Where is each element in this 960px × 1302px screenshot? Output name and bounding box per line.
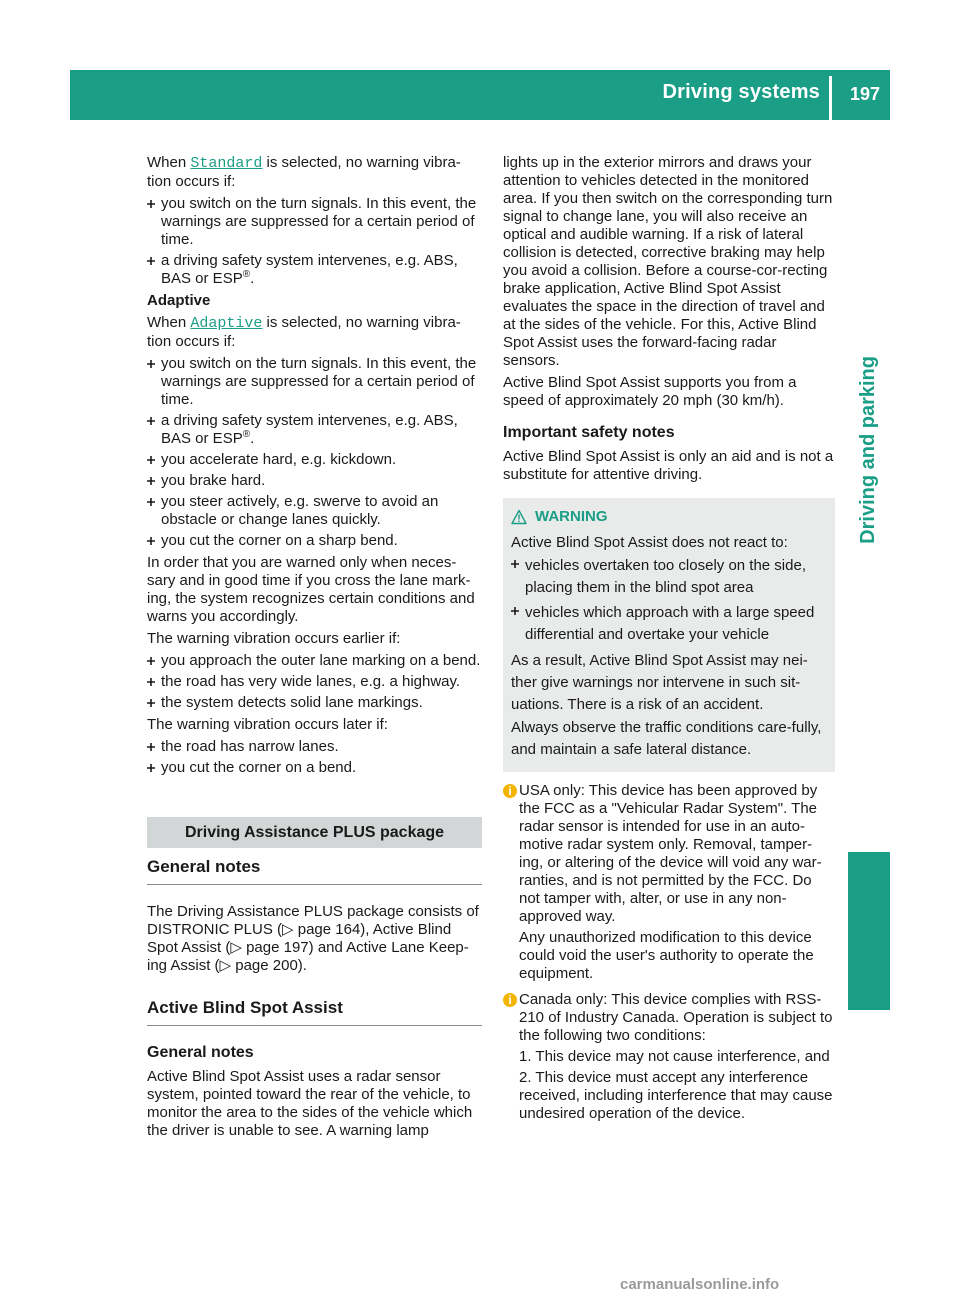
adaptive-intro: When Adaptive is selected, no warning vibra-tion occurs if: [147, 314, 461, 350]
header-bar [70, 70, 890, 120]
header-divider [829, 76, 832, 120]
paragraph: lights up in the exterior mirrors and draws your attention to vehicles detected in the monitored area. If you then switch on the corresponding turn signal to change lane, you will also receive an optical and audible warning. If a risk of lateral collision is detected, corrective braking may help you avoid a collision. Before a course-cor-recting brake application, Active Blind Spot Assist evaluates the space in the direction of travel and at the sides of the vehicle. For this, Active Blind Spot Assist uses the forward-facing radar sensors. [503, 154, 833, 369]
list-item: you brake hard. [147, 472, 482, 490]
list-item: vehicles overtaken too closely on the side, placing them in the blind spot area [511, 555, 827, 599]
paragraph: The warning vibration occurs later if: [147, 716, 388, 733]
info-note-canada: i Canada only: This device complies with RSS-210 of Industry Canada. Operation is subject to the following two conditions: 1. This device may not cause interference, and 2. This device must accept any interference received, including interference that may cause undesired operation of the device. [503, 991, 835, 1123]
list-item: a driving safety system intervenes, e.g. ABS, BAS or ESP®. [147, 252, 482, 288]
warning-intro: Active Blind Spot Assist does not react to: [511, 534, 788, 551]
paragraph: The warning vibration occurs earlier if: [147, 630, 401, 647]
standard-intro: When Standard is selected, no warning vibra-tion occurs if: [147, 154, 461, 190]
paragraph: In order that you are warned only when neces-sary and in good time if you cross the lane mark-ing, the system recognizes certain conditions and warns you accordingly. [147, 554, 475, 625]
general-notes-paragraph: The Driving Assistance PLUS package consists of DISTRONIC PLUS (▷ page 164), Active Blind Spot Assist (▷ page 197) and Active Lane Keep-ing Assist (▷ page 200). [147, 903, 479, 974]
warning-list [511, 555, 827, 646]
list-item: you cut the corner on a sharp bend. [147, 532, 482, 550]
paragraph: Active Blind Spot Assist uses a radar sensor system, pointed toward the rear of the vehicle, to monitor the area to the sides of the vehicle which the driver is unable to see. A warning lamp [147, 1068, 473, 1139]
warning-box [503, 498, 835, 772]
list-item: you steer actively, e.g. swerve to avoid an obstacle or change lanes quickly. [147, 493, 482, 529]
list-item: you switch on the turn signals. In this event, the warnings are suppressed for a certain period of time. [147, 195, 482, 249]
list-item: vehicles which approach with a large speed differential and overtake your vehicle [511, 602, 827, 646]
later-list [147, 738, 482, 777]
left-column [147, 154, 482, 1144]
warning-title: WARNING [511, 506, 827, 528]
warning-triangle-icon [511, 509, 527, 525]
paragraph: Active Blind Spot Assist supports you from a speed of approximately 20 mph (30 km/h). [503, 374, 797, 409]
list-item: the road has narrow lanes. [147, 738, 482, 756]
list-item: you accelerate hard, e.g. kickdown. [147, 451, 482, 469]
section-title: Driving systems [662, 81, 820, 103]
chapter-tab-label: Driving and parking [857, 356, 879, 544]
adaptive-heading: Adaptive [147, 292, 211, 309]
absa-general-notes-heading: General notes [147, 1044, 254, 1061]
standard-keyword: Standard [190, 155, 263, 172]
page-ref-icon: ▷ [230, 939, 242, 956]
chapter-marker [848, 852, 890, 1010]
list-item: you cut the corner on a bend. [147, 759, 482, 777]
section-band-title: Driving Assistance PLUS package [147, 817, 482, 848]
list-item: you switch on the turn signals. In this event, the warnings are suppressed for a certain period of time. [147, 355, 482, 409]
earlier-list [147, 652, 482, 712]
safety-heading: Important safety notes [503, 424, 675, 441]
info-icon: i [503, 784, 517, 798]
absa-heading: Active Blind Spot Assist [147, 989, 482, 1026]
adaptive-keyword: Adaptive [190, 315, 263, 332]
right-column [503, 154, 835, 1126]
page-number: 197 [849, 84, 880, 104]
info-note-usa: i USA only: This device has been approved by the FCC as a "Vehicular Radar System". The radar sensor is intended for use in an auto-motive radar system only. Removal, tamper-ing, or altering of the device will void any war-ranties, and is not permitted by the FCC. Do not tamper with, alter, or use in any non-approved way. Any unauthorized modification to this device could void the user's authority to operate the equipment. [503, 782, 835, 983]
page-ref-icon: ▷ [282, 921, 294, 938]
standard-list [147, 195, 482, 288]
paragraph: Active Blind Spot Assist is only an aid and is not a substitute for attentive driving. [503, 448, 834, 483]
page-ref-icon: ▷ [219, 957, 232, 974]
list-item: the road has very wide lanes, e.g. a highway. [147, 673, 482, 691]
warning-paragraph: As a result, Active Blind Spot Assist may nei-ther give warnings nor intervene in such sit-uations. There is a risk of an accident. [511, 652, 808, 713]
watermark: carmanualsonline.info [620, 1276, 780, 1293]
chapter-tab [848, 300, 888, 600]
list-item: the system detects solid lane markings. [147, 694, 482, 712]
list-item: a driving safety system intervenes, e.g. ABS, BAS or ESP®. [147, 412, 482, 448]
adaptive-list [147, 355, 482, 550]
warning-paragraph: Always observe the traffic conditions care-fully, and maintain a safe lateral distance. [511, 719, 822, 758]
general-notes-heading: General notes [147, 848, 482, 885]
info-icon: i [503, 993, 517, 1007]
list-item: you approach the outer lane marking on a bend. [147, 652, 482, 670]
